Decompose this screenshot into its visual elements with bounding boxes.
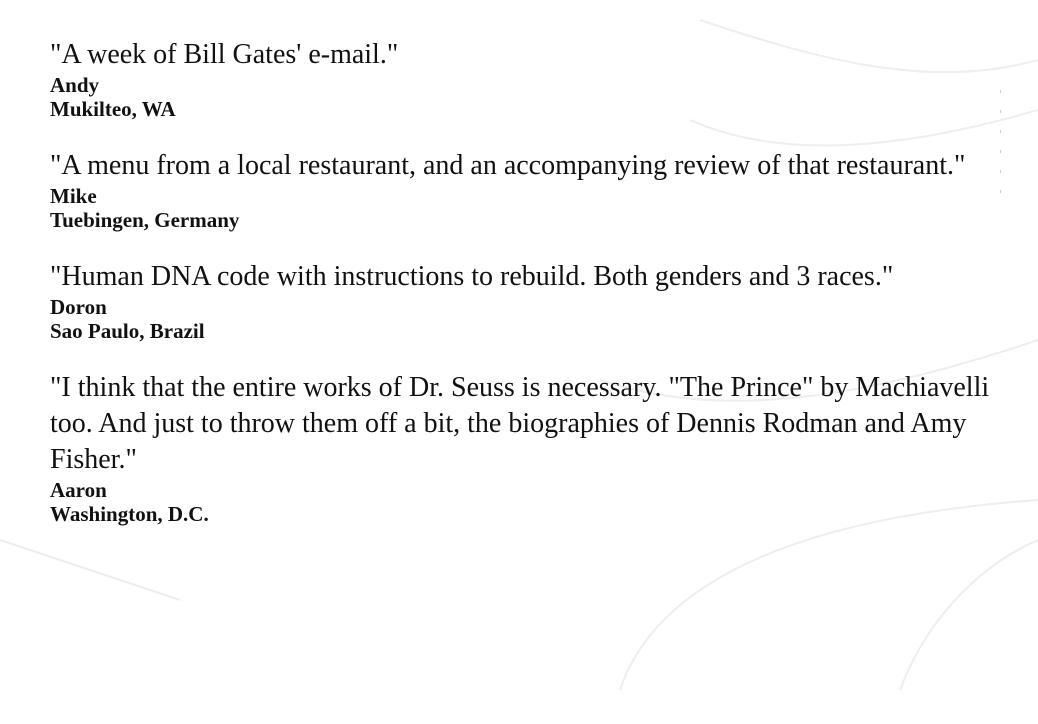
quote-text: "A menu from a local restaurant, and an accompanying review of that restaurant.": [50, 150, 966, 181]
author-location: Mukilteo, WA: [50, 97, 176, 121]
edge-tick: [1000, 150, 1001, 153]
author-location: Sao Paulo, Brazil: [50, 319, 205, 343]
quote-text: "A week of Bill Gates' e-mail.": [50, 39, 399, 70]
author-name: Andy: [50, 73, 100, 97]
quote-entry: [50, 370, 990, 526]
author-location: Tuebingen, Germany: [50, 208, 240, 232]
quote-text: "Human DNA code with instructions to rebuild. Both genders and 3 races.": [50, 261, 894, 292]
quote-entry: [50, 259, 990, 343]
edge-tick: [1000, 110, 1001, 113]
author-name: Aaron: [50, 478, 107, 502]
edge-tick: [1000, 190, 1001, 193]
quote-text: "I think that the entire works of Dr. Seuss is necessary. "The Prince" by Machiavelli too. And just to throw them off a bit, the biographies of Dennis Rodman and Amy Fisher.": [50, 372, 990, 475]
quote-entry: [50, 148, 990, 232]
author-name: Mike: [50, 184, 97, 208]
quote-entry: [50, 37, 990, 121]
edge-tick: [1000, 170, 1001, 173]
edge-tick: [1000, 130, 1001, 133]
author-location: Washington, D.C.: [50, 502, 209, 526]
author-name: Doron: [50, 295, 107, 319]
edge-tick: [1000, 90, 1001, 93]
